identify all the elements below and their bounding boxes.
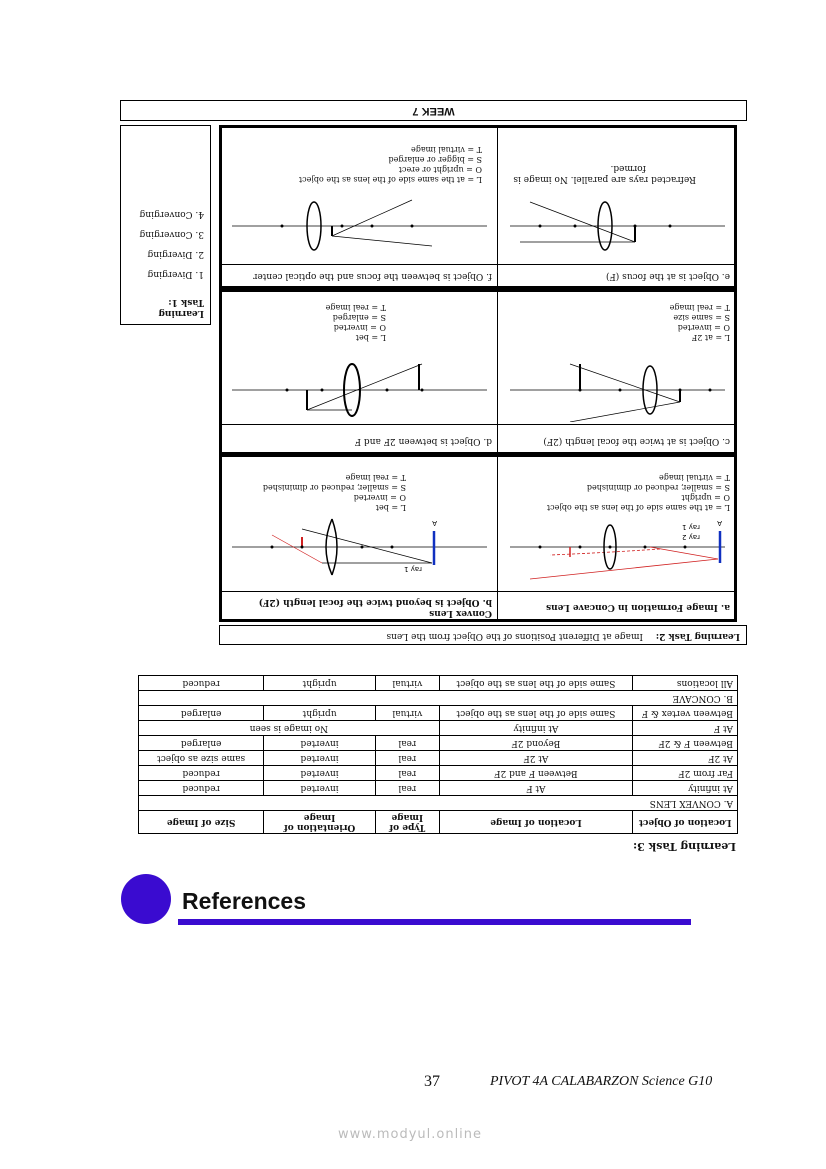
table-row <box>139 736 738 751</box>
panel-d-title: d. Object is between 2F and F <box>354 436 492 446</box>
answer: 4. Converging <box>139 209 204 219</box>
cell: Between F & 2F <box>633 736 738 751</box>
task1-box <box>120 125 211 325</box>
task3-title: Learning Task 3: <box>633 840 736 853</box>
panel-c-notes <box>670 302 730 342</box>
note: T = real image <box>325 303 386 312</box>
cell: real <box>375 751 439 766</box>
panel-b-sub: Convex Lens <box>429 608 492 618</box>
cell: enlarged <box>139 736 264 751</box>
panel-d-diagram <box>224 347 492 422</box>
cell: Same side of the lens as the object <box>439 676 633 691</box>
cell: enlarged <box>139 706 264 721</box>
note: L = at 2F <box>691 333 730 342</box>
table-row <box>139 676 738 691</box>
note: L = bet <box>375 503 406 512</box>
note: T = real image <box>669 303 730 312</box>
panel-c-title: c. Object is at twice the focal length (2F) <box>543 436 730 446</box>
task2-title: Learning Task 2: <box>655 631 740 641</box>
cell: At F <box>439 781 633 796</box>
label-ray1: ray 1 <box>404 565 422 573</box>
cell: virtual <box>375 706 439 721</box>
cell: inverted <box>264 736 376 751</box>
cell: reduced <box>139 766 264 781</box>
panel-b-title: b. Object is beyond twice the focal length (2F) <box>258 597 492 607</box>
panel-a-title: a. Image Formation in Concave Lens <box>546 602 730 612</box>
concave-label: B. CONCAVE <box>139 691 738 706</box>
table-row <box>139 721 738 736</box>
header-location-object: Location of Object <box>633 811 738 834</box>
references-title: References <box>182 888 307 914</box>
header-orientation: Orientation of Image <box>264 811 376 834</box>
cell: real <box>375 781 439 796</box>
footer-series: PIVOT 4A CALABARZON Science G10 <box>490 1074 713 1089</box>
task3-table <box>138 675 738 834</box>
panel-b-notes <box>263 472 406 512</box>
header-size: Size of Image <box>139 811 264 834</box>
cell: inverted <box>264 751 376 766</box>
note: T = real image <box>345 473 406 482</box>
header-location-image: Location of Image <box>439 811 633 834</box>
panel-b-diagram <box>224 517 492 587</box>
table-row <box>139 706 738 721</box>
panel-e-notes <box>513 162 696 184</box>
references-bar <box>178 919 691 925</box>
table-row <box>139 766 738 781</box>
panel-a-notes <box>547 472 730 512</box>
label-a: A <box>432 519 437 527</box>
cell: reduced <box>139 676 264 691</box>
label-ray1: ray 1 <box>682 523 700 531</box>
cell: same size as object <box>139 751 264 766</box>
note: L = at the same side of the lens as the object <box>298 175 482 184</box>
cell: inverted <box>264 781 376 796</box>
note: O = upright <box>681 493 730 502</box>
panel-f-diagram <box>224 192 492 262</box>
panel-d-notes <box>326 302 386 342</box>
week-title: WEEK 7 <box>412 105 455 117</box>
task1-title: Learning Task 1: <box>158 297 204 318</box>
note: O = inverted <box>677 323 730 332</box>
cell: real <box>375 736 439 751</box>
answer: 3. Converging <box>139 229 204 239</box>
cell: real <box>375 766 439 781</box>
answer: 2. Diverging <box>147 249 204 259</box>
task2-header <box>219 625 747 645</box>
cell: inverted <box>264 766 376 781</box>
label-a: A <box>717 519 722 527</box>
panel-f-title: f. Object is between the focus and the optical center <box>253 271 492 281</box>
panel-e-diagram <box>502 192 730 262</box>
cell: virtual <box>375 676 439 691</box>
note: O = upright or erect <box>398 165 482 174</box>
table-row <box>139 781 738 796</box>
note: L = bet <box>355 333 386 342</box>
task1-answers <box>140 204 204 284</box>
panel-e-title: e. Object is at the focus (F) <box>606 271 730 281</box>
cell: upright <box>264 676 376 691</box>
cell: At 2F <box>439 751 633 766</box>
note: S = smaller, reduced or diminished <box>262 483 406 492</box>
note: S = enlarged <box>332 313 386 322</box>
note: S = same size <box>673 313 730 322</box>
cell: reduced <box>139 781 264 796</box>
cell: upright <box>264 706 376 721</box>
cell: At infinity <box>439 721 633 736</box>
note: O = inverted <box>353 493 406 502</box>
cell: All locations <box>633 676 738 691</box>
cell: At F <box>633 721 738 736</box>
note: S = smaller, reduced or diminished <box>586 483 730 492</box>
task2-subtitle: Image at Different Positions of the Object from the Lens <box>386 631 643 641</box>
cell: Far from 2F <box>633 766 738 781</box>
page-number: 37 <box>424 1073 440 1090</box>
note: S = bigger or enlarged <box>388 155 482 164</box>
panel-c-diagram <box>502 347 730 422</box>
cell: Beyond 2F <box>439 736 633 751</box>
note: T = virtual image <box>410 145 482 154</box>
header-type: Type of Image <box>375 811 439 834</box>
note: T = virtual image <box>658 473 730 482</box>
references-circle <box>121 874 171 924</box>
note: O = inverted <box>333 323 386 332</box>
cell: No image is seen <box>139 721 440 736</box>
answer: 1. Diverging <box>147 269 204 279</box>
note: formed. <box>610 163 646 173</box>
cell: Same side of the lens as the object <box>439 706 633 721</box>
cell: Between vertex & F <box>633 706 738 721</box>
panel-f-notes <box>299 144 482 184</box>
label-ray2: ray 2 <box>682 533 700 541</box>
convex-label: A. CONVEX LENS <box>139 796 738 811</box>
note: Refracted rays are parallel. No image is <box>513 174 696 184</box>
cell: At 2F <box>633 751 738 766</box>
panel-a-diagram <box>502 517 730 587</box>
cell: At infinity <box>633 781 738 796</box>
week-bar <box>120 100 747 121</box>
note: L = at the same side of the lens as the object <box>546 503 730 512</box>
table-row <box>139 751 738 766</box>
watermark: www.modyul.online <box>338 1127 483 1142</box>
cell: Between F and 2F <box>439 766 633 781</box>
